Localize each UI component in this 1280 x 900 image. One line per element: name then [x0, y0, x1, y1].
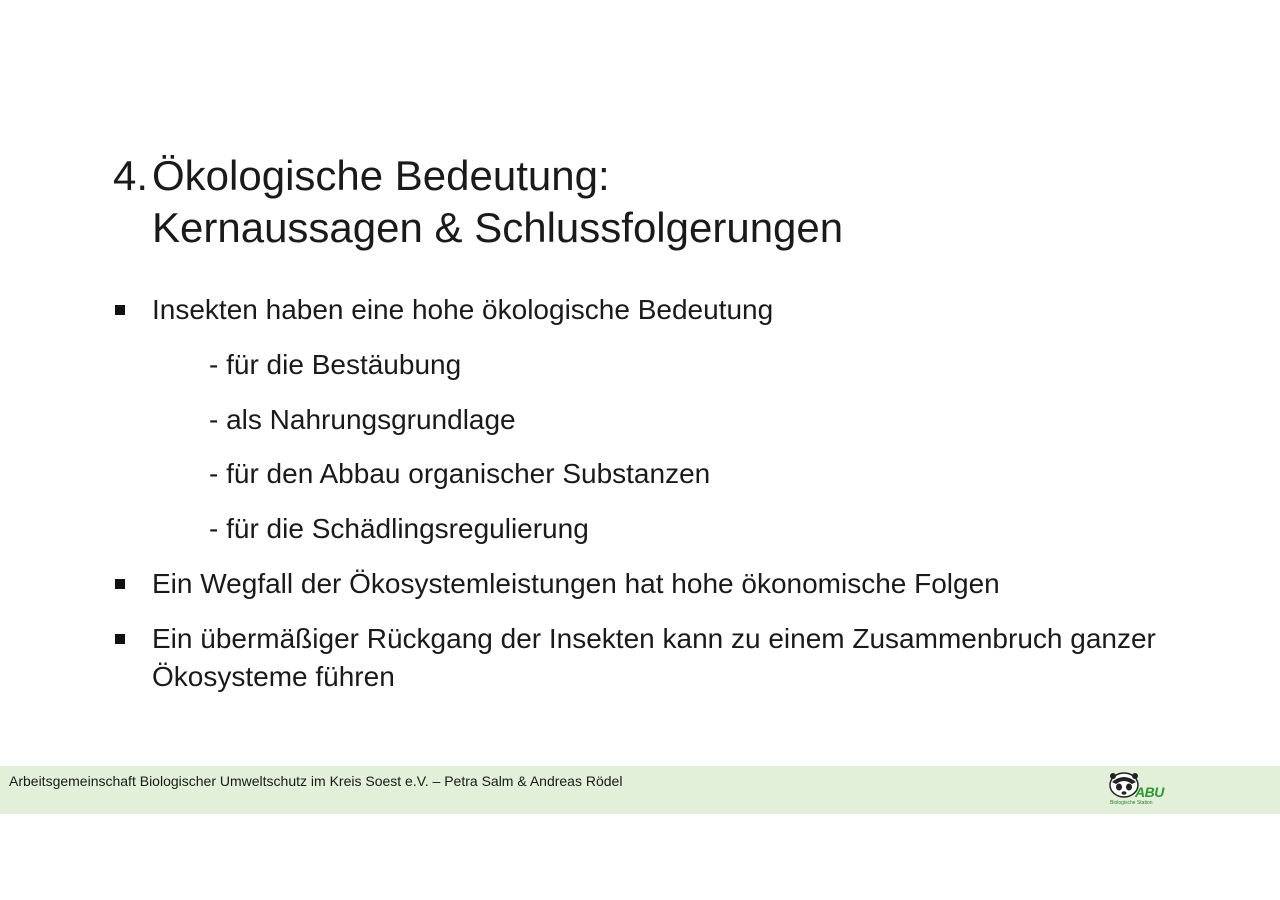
bullet-item: [113, 565, 1223, 603]
logo-text: ABU: [1135, 784, 1164, 800]
sub-item: - für die Schädlingsregulierung: [209, 512, 589, 544]
sub-list: [113, 346, 1223, 548]
title-line-2: Kernaussagen & Schlussfolgerungen: [152, 204, 844, 251]
square-bullet-icon: [113, 565, 152, 603]
bullet-item: [113, 620, 1223, 696]
title-line-1: Ökologische Bedeutung:: [152, 152, 610, 199]
sub-item: - für die Bestäubung: [209, 349, 462, 380]
slide-title: [113, 150, 1213, 254]
bullet-text: Ein übermäßiger Rückgang der Insekten kann zu einem Zusammenbruch ganzer Ökosysteme führen: [152, 622, 1156, 692]
footer-bar: [0, 766, 1280, 814]
abu-logo: [1108, 770, 1170, 810]
bullet-item: [113, 291, 1223, 329]
bullet-text: Insekten haben eine hohe ökologische Bedeutung: [152, 294, 774, 325]
sub-item: - als Nahrungsgrundlage: [209, 403, 516, 435]
title-number: 4.: [113, 152, 149, 199]
logo-subtext: Biologische Station: [1110, 800, 1153, 806]
sub-item: - für den Abbau organischer Substanzen: [209, 458, 711, 489]
bullet-text: Ein Wegfall der Ökosystemleistungen hat hohe ökonomische Folgen: [152, 567, 1000, 599]
bullet-list: [113, 291, 1223, 713]
footer-text: Arbeitsgemeinschaft Biologischer Umweltschutz im Kreis Soest e.V. – Petra Salm & Andreas Rödel: [9, 773, 623, 789]
square-bullet-icon: [113, 620, 152, 658]
square-bullet-icon: [113, 291, 152, 329]
